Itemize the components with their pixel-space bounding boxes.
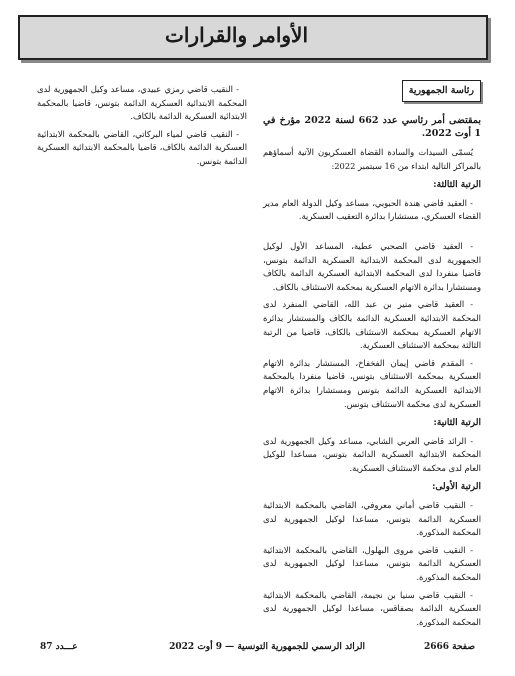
appointment-item: - النقيب قاضي أماني معروفي، القاضي بالمحكمة الابتدائية العسكرية الدائمة بتونس، مساعدا لوكيل الجمهورية لدى المحكمة المذكورة. <box>263 500 481 538</box>
appointment-item: - النقيب قاضي رمزي عبيدي، مساعد وكيل الجمهورية لدى المحكمة الابتدائية العسكرية الدائمة بتونس، قاضيا بالمحكمة الابتدائية العسكرية الدائمة بالكاف. <box>37 84 247 122</box>
appointment-item: - النقيب قاضي مروى البهلول، القاضي بالمحكمة الابتدائية العسكرية الدائمة بتونس، مساعدا لوكيل الجمهورية لدى المحكمة المذكورة. <box>263 544 481 583</box>
page-footer <box>0 640 515 656</box>
section-label: رئاسة الجمهورية <box>402 80 481 102</box>
issue-number: عـــدد 87 <box>40 642 78 652</box>
decree-intro: يُسمّى السيدات والسادة القضاة العسكريون الآتية أسماؤهم بالمراكز التالية ابتداء من 16 سبتمبر 2022: <box>263 147 481 171</box>
gazette-title: الرائد الرسمي للجمهورية التونسية — 9 أوت 2022 <box>169 642 365 652</box>
appointment-item: - النقيب قاضي لمياء البركاتي، القاضي بالمحكمة الابتدائية العسكرية الدائمة بالكاف، قاضيا بالمحكمة الابتدائية العسكرية الدائمة بتونس. <box>37 128 247 166</box>
rank-title: الرتبة الأولى: <box>432 482 481 493</box>
appointment-item: - العقيد قاضي منير بن عبد الله، القاضي المنفرد لدى المحكمة الابتدائية العسكرية الدائمة بالكاف والمستشار بدائرة الاتهام العسكرية بمحكمة الاستئناف بالكاف، قاضيا من الرتبة الثالثة بمحكمة الاستئناف العسكرية. <box>263 299 481 351</box>
appointment-item: - الرائد قاضي العربي الشابي، مساعد وكيل الجمهورية لدى المحكمة الابتدائية العسكرية الدائمة بتونس، مساعدا للوكيل العام لدى محكمة الاستئناف العسكرية. <box>263 435 481 473</box>
rank-title: الرتبة الثالثة: <box>433 180 481 191</box>
appointment-item: - العقيد قاضي هندة الحبوبي، مساعد وكيل الدولة العام مدير القضاء العسكري، مستشارا بدائرة التعقيب العسكرية. <box>263 197 481 222</box>
appointment-item: - المقدم قاضي إيمان الفخفاخ، المستشار بدائرة الاتهام العسكرية بمحكمة الاستئناف بتونس، قاضيا منفردا بالمحكمة الابتدائية العسكرية الدائمة بتونس ومستشارا بدائرة الاتهام العسكرية لدى محكمة الاستئناف بتونس. <box>263 357 481 409</box>
decree-heading: بمقتضى أمر رئاسي عدد 662 لسنة 2022 مؤرخ في 1 أوت 2022. <box>263 115 481 139</box>
page-title: الأوامر والقرارات <box>165 23 308 47</box>
left-column <box>37 83 247 173</box>
section-banner <box>18 15 488 60</box>
page-number: صفحة 2666 <box>423 642 475 652</box>
appointment-item: - العقيد قاضي الصحبي عطية، المساعد الأول لوكيل الجمهورية لدى المحكمة الابتدائية العسكرية الدائمة بتونس، قاضيا منفردا لدى المحكمة الابتدائية العسكرية الدائمة بالكاف ومستشارا بدائرة الاتهام العسكرية بمحكمة الاستئناف بالكاف. <box>263 240 481 292</box>
appointment-item: - النقيب قاضي سنيا بن نجيمة، القاضي بالمحكمة الابتدائية العسكرية الدائمة بصفاقس، مساعدا لوكيل الجمهورية لدى المحكمة المذكورة. <box>263 589 481 627</box>
rank-title: الرتبة الثانية: <box>433 418 481 429</box>
right-column <box>263 80 481 633</box>
